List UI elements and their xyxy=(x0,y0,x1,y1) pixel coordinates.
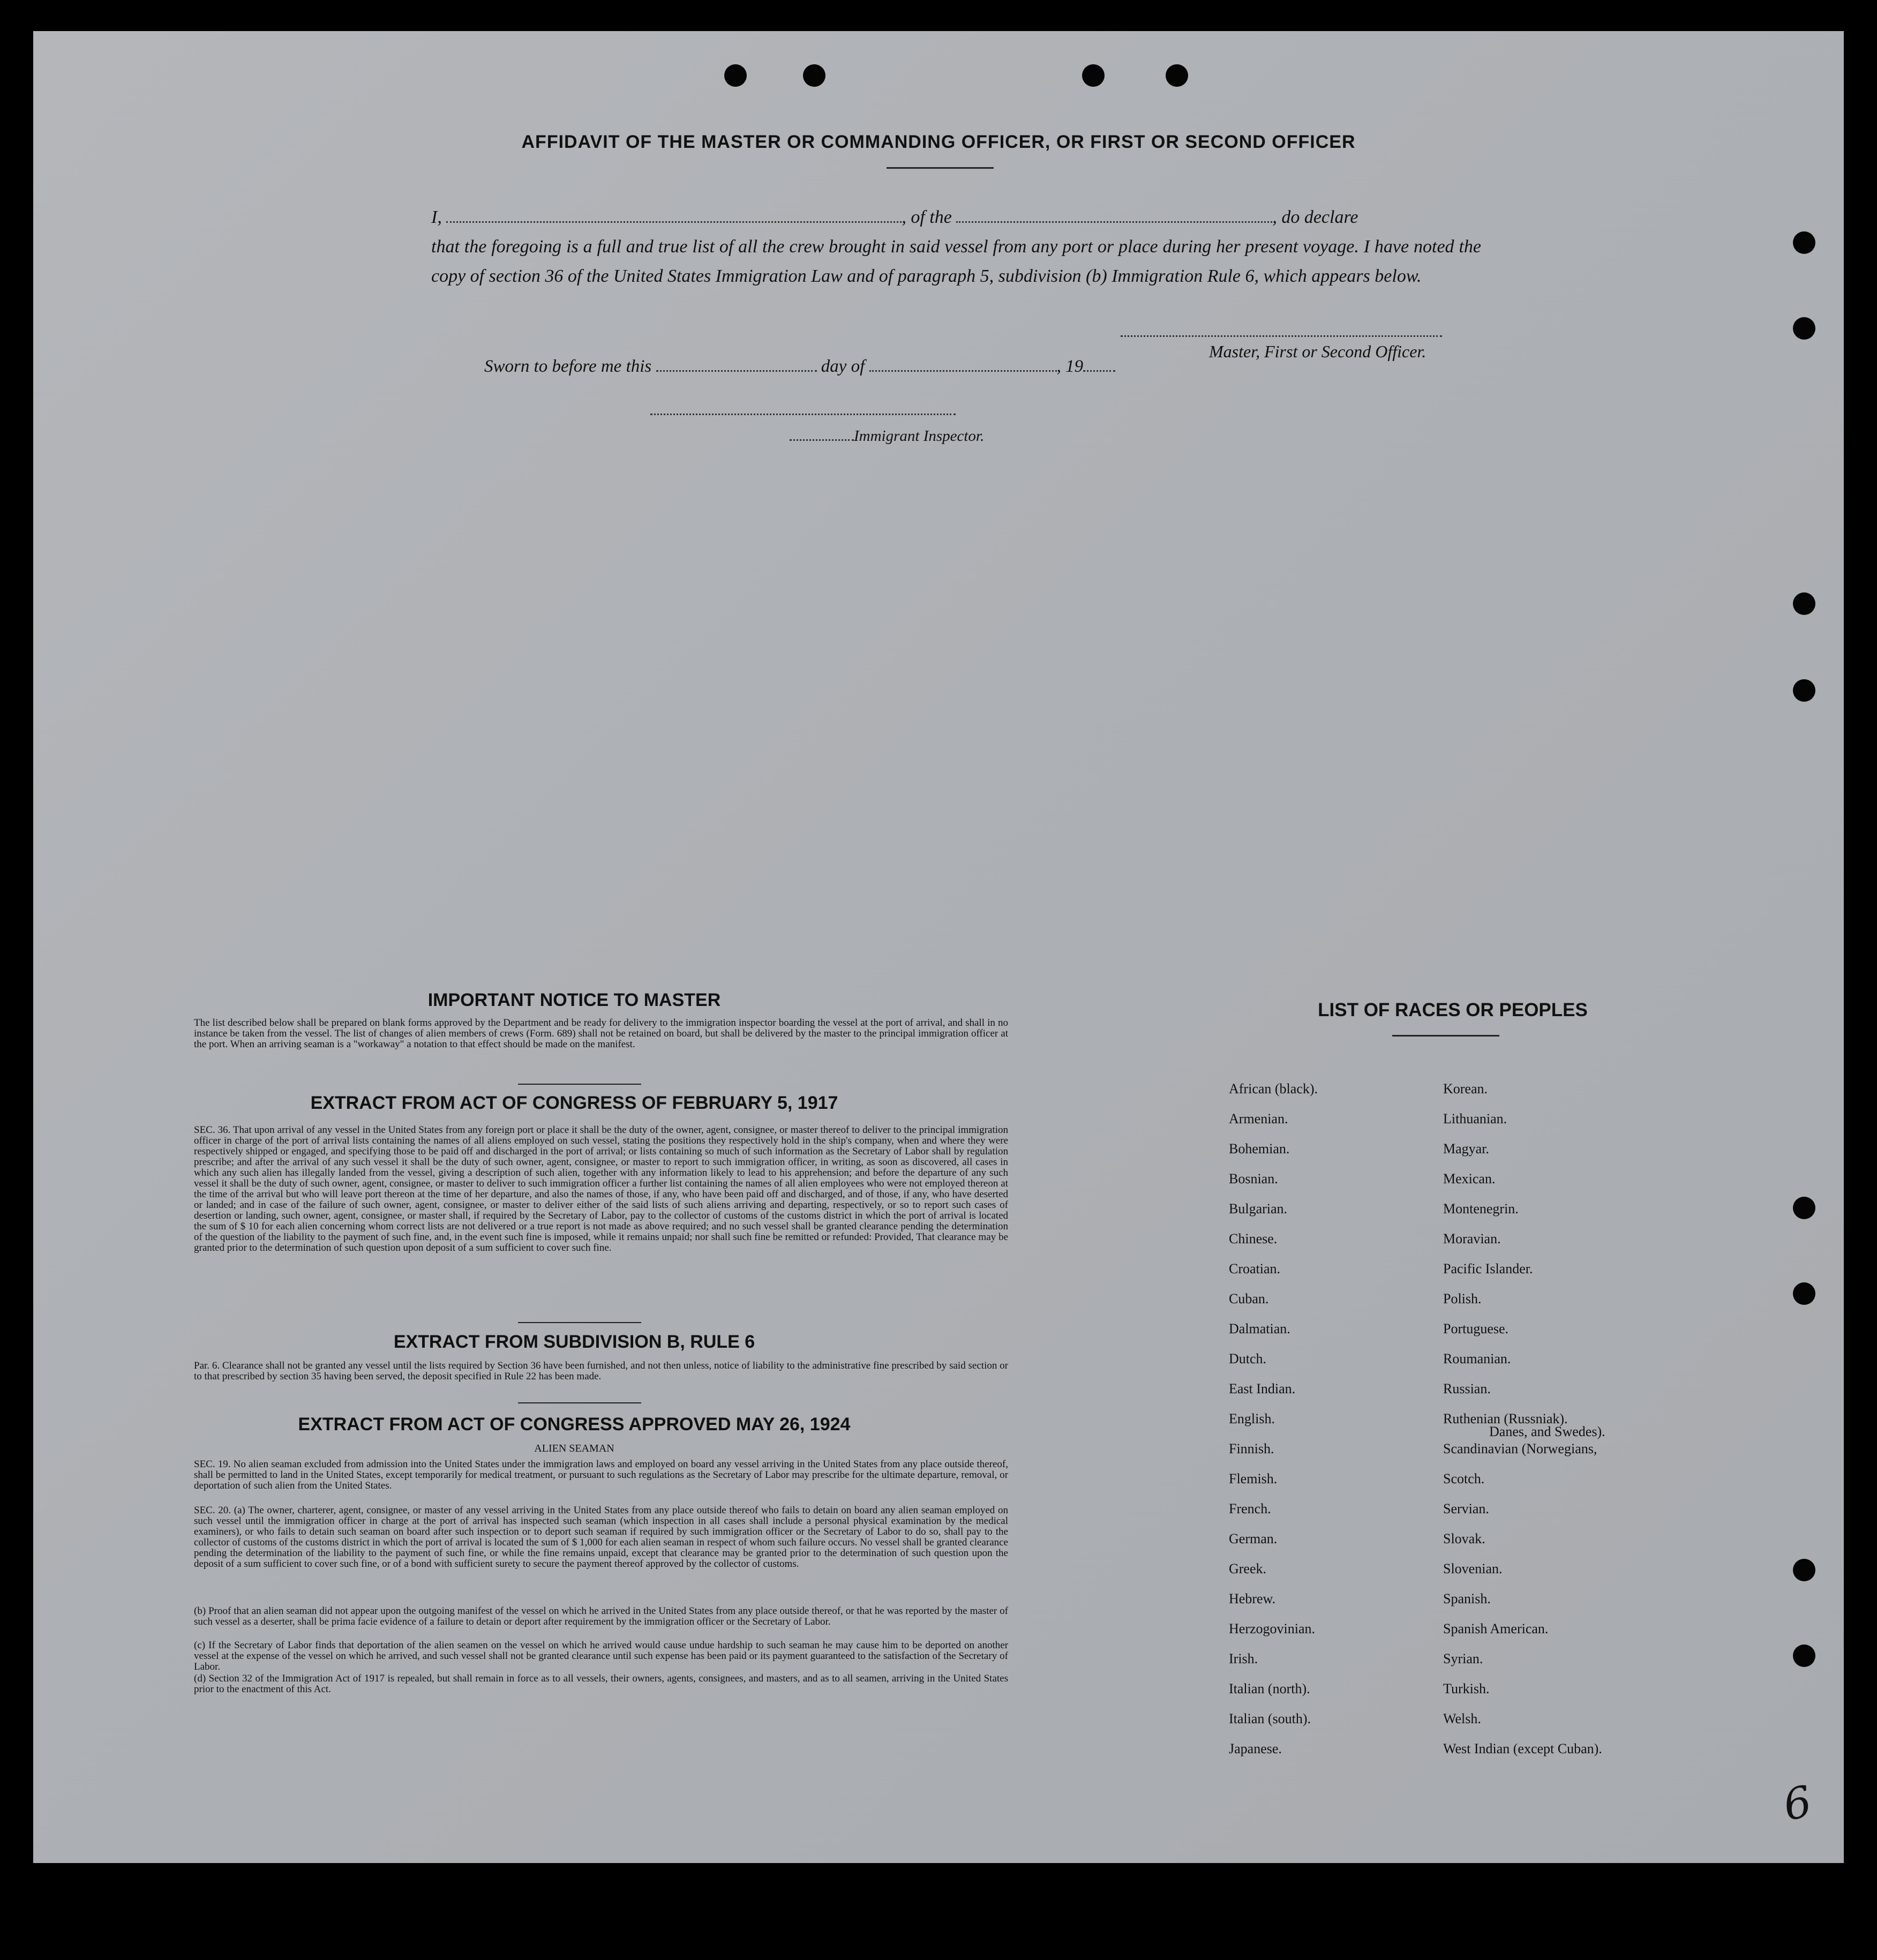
master-signature-label: Master, First or Second Officer. xyxy=(1209,342,1426,361)
punch-hole xyxy=(1793,317,1815,340)
document-sheet xyxy=(33,31,1844,1863)
punch-hole xyxy=(1793,231,1815,254)
race-item: Greek. xyxy=(1229,1561,1267,1576)
affidavit-title: AFFIDAVIT OF THE MASTER OR COMMANDING OFFICER, OR FIRST OR SECOND OFFICER xyxy=(521,132,1356,152)
race-item: Japanese. xyxy=(1229,1741,1282,1756)
inspector-label: Immigrant Inspector. xyxy=(854,427,985,445)
extract-1924-sec20c: (c) If the Secretary of Labor finds that deportation of the alien seamen on the vessel on which he arrived would cause undue hardship to such seaman he may cause him to be deported on another vessel at the expense of the vessel on which he arrived, and such vessel shall not be granted clearance until such expense has been paid or its payment guaranteed to the satisfaction of the Secretary of Labor. xyxy=(194,1640,1008,1672)
inspector-name-field[interactable] xyxy=(790,439,854,441)
race-item: French. xyxy=(1229,1501,1271,1516)
sworn-label: Sworn to before me this xyxy=(484,357,652,376)
race-item: Croatian. xyxy=(1229,1261,1281,1276)
race-item: Chinese. xyxy=(1229,1231,1278,1246)
race-item: Roumanian. xyxy=(1443,1351,1511,1366)
section-rule xyxy=(518,1402,641,1403)
section-rule xyxy=(518,1322,641,1323)
punch-hole xyxy=(1793,1559,1815,1581)
handwritten-mark: 6 xyxy=(1778,1776,1816,1831)
race-item: Scandinavian (Norwegians, xyxy=(1443,1441,1597,1456)
race-item: Lithuanian. xyxy=(1443,1111,1507,1127)
punch-hole xyxy=(1793,1644,1815,1667)
extract-1924-subtitle: ALIEN SEAMAN xyxy=(534,1443,614,1454)
race-item: Moravian. xyxy=(1443,1231,1501,1246)
vessel-name-field[interactable] xyxy=(956,221,1272,223)
punch-hole xyxy=(803,64,825,87)
race-item: Magyar. xyxy=(1443,1141,1489,1157)
race-item: Turkish. xyxy=(1443,1681,1490,1696)
declarant-prefix: I, xyxy=(431,207,442,227)
notice-text: The list described below shall be prepared on blank forms approved by the Department and be ready for delivery to the immigration inspector boarding the vessel at the port of arrival, and shall in no instance be taken from the vessel. The list of changes of alien members of crews (Form. 689) shall not be retained on board, but shall be delivered by the master to the principal immigration officer at the port. When an arriving seaman is a "workaway" a notation to that effect should be made on the manifest. xyxy=(194,1017,1008,1050)
do-declare-label: , do declare xyxy=(1272,207,1358,227)
extract-1917-title: EXTRACT FROM ACT OF CONGRESS OF FEBRUARY 5, 1917 xyxy=(310,1093,838,1113)
race-item: Armenian. xyxy=(1229,1111,1288,1127)
race-item: West Indian (except Cuban). xyxy=(1443,1741,1602,1756)
race-item: Italian (north). xyxy=(1229,1681,1310,1696)
race-item: Dutch. xyxy=(1229,1351,1267,1366)
punch-hole xyxy=(1793,1197,1815,1219)
declarant-name-field[interactable] xyxy=(446,221,902,223)
inspector-signature-line[interactable] xyxy=(650,414,956,415)
punch-hole xyxy=(1793,679,1815,702)
race-item-continuation: Danes, and Swedes). xyxy=(1489,1424,1605,1439)
extract-rule6-title: EXTRACT FROM SUBDIVISION B, RULE 6 xyxy=(393,1332,755,1352)
race-item: Polish. xyxy=(1443,1291,1482,1306)
race-item: Slovak. xyxy=(1443,1531,1485,1546)
of-the-label: , of the xyxy=(902,207,952,227)
year-label: , 19 xyxy=(1056,357,1084,376)
race-item: Bosnian. xyxy=(1229,1171,1278,1186)
extract-1917-text: SEC. 36. That upon arrival of any vessel in the United States from any foreign port or place it shall be the duty of the owner, agent, consignee, or master thereof to deliver to the principal immigration officer in charge of the port of arrival lists containing the names of all aliens employed on such vessel, stating the positions they respectively hold in the ship's company, when and where they were respectively shipped or engaged, and specifying those to be paid off and discharged in the port of arrival; or lists containing so much of such information as the Secretary of Labor shall by regulation prescribe; and after the arrival of any such vessel it shall be the duty of such owner, agent, consignee, or master to report to such immigration officer, in writing, as soon as discovered, all cases in which any such alien has illegally landed from the vessel, giving a description of such alien, together with any information likely to lead to his apprehension; and before the departure of any such vessel it shall be the duty of such owner, agent, consignee, or master to deliver to such immigration officer a further list containing the names of all alien employees who were not employed thereon at the time of the arrival but who will leave port thereon at the time of her departure, and also the names of those, if any, who have been paid off and discharged, and of those, if any, who have deserted or landed; and in case of the failure of such owner, agent, consignee, or master to deliver either of the said lists of such aliens arriving and departing, respectively, or so to report such cases of desertion or landing, such owner, agent, consignee, or master shall, if required by the Secretary of Labor, pay to the collector of customs of the customs district in which the port of arrival is located the sum of $ 10 for each alien concerning whom correct lists are not delivered or a true report is not made as above required; and no such vessel shall be granted clearance pending the determination of the question of the liability to the payment of such fine, and, in the event such fine is imposed, while it remains unpaid; nor shall such fine be remitted or refunded: Provided, That clearance may be granted prior to the determination of such question upon deposit of a sum sufficient to cover such fine. xyxy=(194,1124,1008,1253)
extract-1924-sec20a: SEC. 20. (a) The owner, charterer, agent, consignee, or master of any vessel arriving in the United States from any place outside thereof who fails to detain on board any alien seaman employed on such vessel until the immigration officer in charge at the port of arrival has inspected such seaman (which inspection in all cases shall include a personal physical examination by the medical examiners), or who fails to detain such seaman on board after such inspection or to deport such seaman if required by such immigration officer or the Secretary of Labor to do so, shall pay to the collector of customs of the customs district in which the port of arrival is located the sum of $ 1,000 for each alien seaman in respect of whom such failure occurs. No vessel shall be granted clearance pending the determination of the liability to the payment of such fine, or while the fine remains unpaid, except that clearance may be granted prior to the determination of such question upon the deposit of a sum sufficient to cover such fine, or of a bond with sufficient surety to secure the payment thereof approved by the collector of customs. xyxy=(194,1505,1008,1569)
extract-1924-title: EXTRACT FROM ACT OF CONGRESS APPROVED MAY 26, 1924 xyxy=(298,1414,851,1435)
race-item: English. xyxy=(1229,1411,1275,1426)
race-item: Hebrew. xyxy=(1229,1591,1276,1606)
race-item: East Indian. xyxy=(1229,1381,1296,1396)
affidavit-text xyxy=(431,202,1481,291)
race-item: Syrian. xyxy=(1443,1651,1483,1666)
race-item: Bulgarian. xyxy=(1229,1201,1288,1216)
race-item: Servian. xyxy=(1443,1501,1489,1516)
race-item: Irish. xyxy=(1229,1651,1258,1666)
race-item: Montenegrin. xyxy=(1443,1201,1519,1216)
punch-hole xyxy=(1166,64,1188,87)
races-title-rule xyxy=(1392,1035,1499,1037)
extract-1924-sec20d: (d) Section 32 of the Immigration Act of 1917 is repealed, but shall remain in force as to all vessels, their owners, agents, consignees, and masters, and as to all seamen, arriving in the United States prior to the enactment of this Act. xyxy=(194,1673,1008,1695)
races-title: LIST OF RACES OR PEOPLES xyxy=(1318,1000,1588,1020)
race-item: Pacific Islander. xyxy=(1443,1261,1533,1276)
race-item: Cuban. xyxy=(1229,1291,1269,1306)
race-item: Italian (south). xyxy=(1229,1711,1311,1726)
day-of-label: day of xyxy=(821,357,865,376)
section-rule xyxy=(518,1084,641,1085)
punch-hole xyxy=(724,64,747,87)
punch-hole xyxy=(1082,64,1105,87)
extract-1924-sec19: SEC. 19. No alien seaman excluded from admission into the United States under the immigration laws and employed on board any vessel arriving in the United States from any place outside thereof, shall be permitted to land in the United States, except temporarily for medical treatment, or pursuant to such regulations as the Secretary of Labor may prescribe for the ultimate departure, removal, or deportation of such alien from the United States. xyxy=(194,1459,1008,1491)
race-item: Spanish American. xyxy=(1443,1621,1549,1636)
sworn-line xyxy=(484,357,1115,377)
race-item: Mexican. xyxy=(1443,1171,1496,1186)
sworn-year-field[interactable] xyxy=(1083,370,1115,372)
extract-1924-sec20b: (b) Proof that an alien seaman did not appear upon the outgoing manifest of the vessel on which he arrived in the United States from any place outside thereof, or that he was reported by the master of such vessel as a deserter, shall be prima facie evidence of a failure to detain or deport after requirement by the immigration officer or the Secretary of Labor. xyxy=(194,1605,1008,1627)
affidavit-body: that the foregoing is a full and true list of all the crew brought in said vessel from any port or place during her present voyage. I have noted the copy of section 36 of the United States Immigration Law and of paragraph 5, subdivision (b) Immigration Rule 6, which appears below. xyxy=(431,237,1481,286)
race-item: Finnish. xyxy=(1229,1441,1274,1456)
title-rule xyxy=(887,167,994,169)
race-item: Scotch. xyxy=(1443,1471,1485,1486)
sworn-month-field[interactable] xyxy=(869,370,1057,372)
race-item: Ruthenian (Russniak). xyxy=(1443,1411,1568,1426)
race-item: German. xyxy=(1229,1531,1278,1546)
race-item: Portuguese. xyxy=(1443,1321,1509,1336)
race-item: Flemish. xyxy=(1229,1471,1278,1486)
race-item: Bohemian. xyxy=(1229,1141,1290,1157)
punch-hole xyxy=(1793,592,1815,615)
race-item: African (black). xyxy=(1229,1081,1318,1097)
race-item: Slovenian. xyxy=(1443,1561,1503,1576)
extract-rule6-text: Par. 6. Clearance shall not be granted any vessel until the lists required by Section 36 have been furnished, and not then unless, notice of liability to the administrative fine prescribed by said section or to that prescribed by section 35 having been served, the deposit specified in Rule 22 has been made. xyxy=(194,1360,1008,1382)
race-item: Herzogovinian. xyxy=(1229,1621,1316,1636)
race-item: Spanish. xyxy=(1443,1591,1491,1606)
race-item: Korean. xyxy=(1443,1081,1488,1097)
master-signature-line[interactable] xyxy=(1121,335,1442,337)
race-item: Russian. xyxy=(1443,1381,1491,1396)
punch-hole xyxy=(1793,1282,1815,1305)
race-item: Dalmatian. xyxy=(1229,1321,1290,1336)
inspector-line xyxy=(790,427,984,445)
sworn-day-field[interactable] xyxy=(656,370,817,372)
notice-title: IMPORTANT NOTICE TO MASTER xyxy=(427,990,721,1010)
race-item: Welsh. xyxy=(1443,1711,1481,1726)
